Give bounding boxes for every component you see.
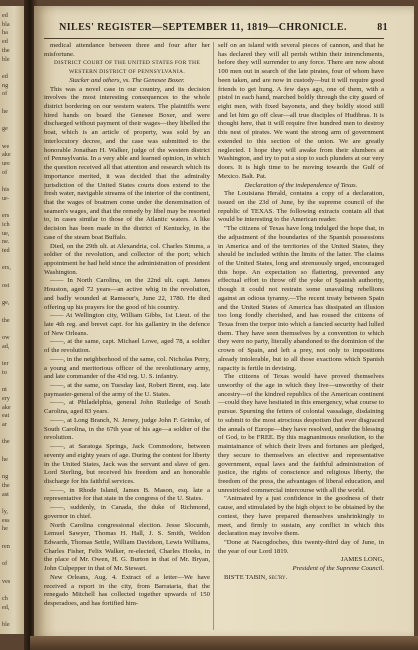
signature-title: President of the Supreme Council. [292,565,384,573]
paragraph: "The citizens of Texas have long indulged the hope that, in the adjustment of the boundaries of the Spanish possessions in America and of the territories of the United States, they should be included within the limits of the latter. The claims of the United States, long and strenuously urged, encouraged this hope. An expectation so flattering, prevented any effectual effort to throw off the yoke of Spanish authority, though it could not restrain some unavailing rebellions against an odious tyranny.—The recent treaty between Spain and the United States of America has dissipated an illusion too long fondly cherished, and has roused the citizens of Texas from the torpor into which a fancied security had lulled them. They have seen themselves by a convention to which they were no party, literally abandoned to the dominion of the crown of Spain, and left a prey, not only to impositions already intolerable, but to all those exactions which Spanish rapacity is fertile in devising. [218,225,384,372]
left-page-fragment: ves [2,577,11,585]
page-header [48,22,388,36]
obituary-item: ——, at Saratoga Springs, Jack Commodore, between seventy and eighty years of age. During the contest for liberty in the United States, Jack was the servant and slave of gen. Lord Sterling, but received his freedom and an honorable discharge for his faithful services. [44,443,210,485]
left-page-fragment: ed [2,12,8,19]
left-page-edge [0,6,26,634]
left-page-fragment: the [2,46,10,54]
left-page-fragment: ted [2,246,10,254]
left-page-fragment: ast [2,490,9,498]
obituary-item: ——, in Rhode Island, James B. Mason, esq. late a representative for that state in the congress of the U. States. [44,486,210,503]
left-page-fragment: ue, [2,229,10,237]
left-page-fragment: ow [2,333,10,341]
left-page-fragment: ne. [2,238,10,246]
left-page-fragment: ers, [2,264,11,272]
left-page-fragment: ake [2,403,11,411]
signature-name: JAMES LONG, [340,556,384,564]
left-page-fragment: ter [2,360,9,367]
left-page-fragment: ed, [2,603,10,611]
case-title: Stacker and others, vs. The Genesee Boxer. [69,76,185,84]
left-page-fragment: ng [2,473,9,481]
left-page-fragment: ge, [2,299,10,307]
left-page-fragment: ren [2,542,10,550]
left-page-fragment: he [2,455,8,463]
left-page-fragment: the [2,438,10,446]
left-page-fragment: ar [2,420,7,428]
left-page-fragment: ost [2,281,10,289]
left-page-fragment: the [2,481,10,489]
left-page-fragment: he [2,525,8,533]
obituary-item: —— At Wellington city, William Gibbs, 1st Lieut. of the late 4th reg. and brevet capt. for his gallantry in the defence of New Orleans. [44,312,210,337]
left-page-fragment: we [2,142,10,150]
obituary-item: Died, on the 29th ult. at Alexandria, col. Charles Simms, a soldier of the revolution, and collector of the port; which appointment he had held since the administration of president Washington. [44,242,210,276]
column-divider [213,42,214,630]
page-bottom-edge [30,636,418,650]
left-page-fragment: eat [2,412,10,420]
left-page-fragment: of [2,168,8,176]
header-rule [44,38,384,39]
left-page-fragment: of [2,560,8,568]
paragraph: The citizens of Texas would have proved themselves unworthy of the age in which they live—unworthy of their ancestry—of the kindred republics of the American continent—could they have hesitated in this emergency, what course to pursue. Spurning the fetters of colonial vassalage, disdaining to submit to the most atrocious despotism that ever disgraced the annals of Europe—they have resolved, under the blessing of God, to be FREE. By this magnanimous resolution, to the maintainance of which their lives and fortunes are pledged, they secure to themselves an elective and representative government, equal laws and the faithful administration of justice, the rights of conscience and religious liberty, the freedom of the press, the advantages of liberal education, and unrestricted commercial intercourse with all the world. [218,373,384,494]
signature-secretary: BIS'TE TABIN, sec'ry. [224,573,288,581]
left-page-fragment: his [2,186,10,193]
paragraph: self on an island with several pieces of cannon, and that he has declared they will all perish within their intrenchments, before they will surrender to any force. There are now about 100 men out in search of the late pirates, four of whom have been taken, and are now in custody—but it will require good friends to get hung. A few days ago, one of them, with a pistol in each hand, marched boldly through the city guard of eight men, with fixed bayonets, and they boldly stood still and let him go off clear—all true disciples of Hudibras. It is thought here, that it will require five hundred men to destroy this nest of pirates. We want the strong arm of government extended to this section of the union. We are greatly neglected. I hope they will awake from their slumbers at Washington, and try to put a stop to such plunders at our very doors. It is high time to be moving towards the Gulf of Mexico. Balt. Pat. [218,42,384,180]
obituary-item: ——, suddenly, in Canada, the duke of Richmond, governor in chief. [44,504,210,520]
court-heading: DISTRICT COURT OF THE UNITED STATES FOR THE WESTERN DISTRICT OF PENNSYLVANIA. [53,60,201,76]
obituary-item: ——, at the same, on Tuesday last, Robert Brent, esq. late paymaster-general of the army of the U. States. [44,382,210,398]
left-page-fragment: ly, [2,507,8,515]
obituary-item: ——, at the same, capt. Michael Lowe, aged 78, a soldier of the revolution. [44,338,210,355]
left-page-fragment: ery [2,394,10,402]
section-heading: Declaration of the independence of Texas. [244,181,358,189]
left-page-fragment: ure [2,159,10,167]
left-page-fragment: ble [2,621,10,628]
left-page-fragment: ake [2,151,11,159]
obituary-item: ——, in the neighborhood of the same, col. Nicholas Perry, a young and meritorious officer of the revolutionary army, and late commander of the 43d reg. U. S. infantry. [44,355,210,381]
paragraph: medical attendance between three and four after her misfortune. [44,42,210,58]
left-page-fragment: ur- [2,194,10,202]
right-column [218,42,384,630]
left-page-fragment: ble [2,55,10,63]
news-item: New Orleans, Aug. 4. Extract of a letter—We have received a report in the city, from Barrataria, that the renegado Mitchell has collected together upwards of 150 desperadoes, and has fortified him- [44,573,210,607]
left-page-fragment: ng [2,81,9,89]
left-page-fragment: he [2,107,8,115]
left-page-fragment: ich [2,220,10,228]
left-page-fragment: ch [2,594,8,602]
left-page-fragment: the [2,316,10,324]
left-page-fragment: ers [2,212,10,220]
page-number: 81 [377,22,388,33]
paragraph: The Louisiana Herald, contains a copy of a declaration, issued on the 23d of June, by the supreme council of the republic of TEXAS. The following extracts contain all that would be interesting to the American reader. [218,190,384,224]
election-item: North Carolina congressional election. Jesse Slocumb, Lemuel Sawyer, Thomas H. Hall, J. S. Smith, Weldon Edwards, Thomas Settle, William Davidson, Lewis Williams, Charles Fisher, Felix Walker, re-elected, Charles Hooks, in the place of Mr. Owen, H. G. Burton in that of Mr. Bryan, John Culpepper in that of Mr. Stewart. [44,521,210,573]
obituary-item: ——, at Long Branch, N. Jersey, judge John F. Grimke, of South Carolina, in the 67th year of his age—a soldier of the revolution. [44,416,210,442]
left-page-fragment: of [2,90,8,98]
left-page-fragment: to [2,368,7,376]
paragraph: "Animated by a just confidence in the goodness of their cause, and stimulated by the high object to be obtained by the contest, they have prepared themselves unshrinkingly to meet, and firmly to sustain, any conflict in which this declaration may involve them. [218,495,384,538]
paragraph: This was a novel case in our country, and its decision involves the most interesting consequences to the whole district bordering on our western waters. The plaintiffs were hired hands on board the Genesee Boxer, and were discharged without payment of their wages—they libelled the boat, which is an article of property, was sold by an interlocutory decree, and the case was submitted to the honorable Jonathan H. Walker, judge of the western district of Pennsylvania. In a very able and learned opinion, in which the question received all that attention and research which its importance merited, it was decided that the admiralty jurisdiction of the United States courts does extend to the fresh water, navigable streams of the interior of the continent, that the wages of boatmen come under the denomination of seamen's wages, and that the remedy by libel may be resorted to, in cases similar to those of the Atlantic waters. A like decision has been made in the district of Kentucky, in the case of the steam boat Buffalo. [44,85,210,241]
left-page-fragment: bla [2,20,10,28]
left-column [44,42,210,630]
left-page-fragment: ed [2,38,8,46]
left-page-fragment: ge [2,125,8,133]
left-page-fragment: ess [2,516,10,524]
obituary-item: ——, at Philadelphia, general John Rutledge of South Carolina, aged 83 years. [44,399,210,416]
left-page-fragment: nt [2,386,7,394]
paragraph: "Done at Nacogdoches, this twenty-third day of June, in the year of our Lord 1819. [218,538,384,555]
left-page-fragment: ed [2,72,8,80]
obituary-item: —— In North Carolina, on the 22nd ult. capt. James Houston, aged 72 years—an active whig in the revolution, and badly wounded at Ramsour's, June 22, 1780. He died offering up his prayers for the good of his country. [44,277,210,311]
left-page-fragment: ad, [2,342,10,350]
page-title: NILES' REGISTER—SEPTEMBER 11, 1819—CHRONICLE. [59,22,347,33]
left-page-fragment: ha [2,29,8,37]
